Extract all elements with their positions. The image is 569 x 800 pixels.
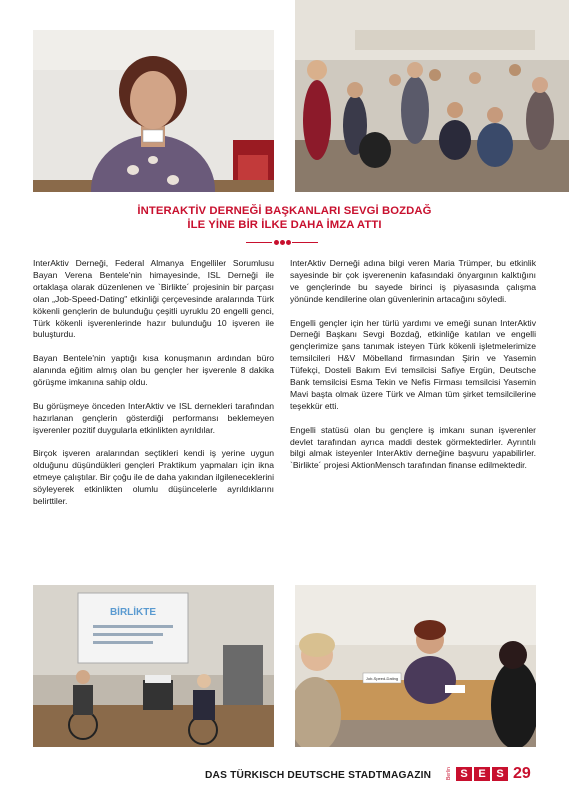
meeting-table-icon: [295, 585, 536, 747]
logo-letter: S: [492, 767, 508, 781]
presentation-birlikte-icon: [33, 585, 274, 747]
paragraph: InterAktiv Derneği adına bilgi veren Maria Trümper, bu etkinlik sayesinde bir çok işverenenin kafasındaki önyargının kalktığını ve gençlerinde bu sayede birinci iş piyasasında çalışma yönünde kendilerine olan güvenlerinin artacağını söyledi.: [290, 258, 536, 304]
portrait-photo: [33, 30, 274, 192]
page-number: 29: [513, 765, 531, 782]
divider-dot: [286, 240, 291, 245]
paragraph: Engelli gençler için her türlü yardımı ve emeği sunan InterAktiv Derneği Başkanı Sevgi Bozdağ, etkinliğe katılan ve engelli gençlerimize şans tanımak isteyen Türk kökenli işletmelerimize temsilcileri H&V Möbelland firmasından Şirin ve Yasemin Tüfekçi, Dosteli Bakım Evi temsilcisi Safiye Ergün, Deutsche Bank temsilcisi Esma Tekin ve Nefis Firması temsilcisi Yasemin Mavi başta olmak üzere Türk ve Alman tüm şirket temsilcilerine teşekkür etti.: [290, 317, 536, 411]
article-column-right: [290, 258, 536, 484]
paragraph: Birçok işveren aralarından seçtikleri kendi iş yerine uygun olduğunu düşündükleri gençleri Praktikum yapmaları için ikna etmeye çalıştılar. Bir çoğu ile de daha yakından ilgileneceklerini söyleyerek etkinlikten olumlu düşüncelerle ayrıldıklarını belirttiler.: [33, 448, 274, 507]
divider-dot: [274, 240, 279, 245]
headline-divider: [246, 238, 318, 248]
projection-title: BİRLİKTE: [109, 607, 157, 618]
divider-line-left: [246, 242, 272, 243]
portrait-woman-icon: [33, 30, 274, 192]
ses-logo: [456, 767, 508, 781]
city-label: Berlin: [446, 767, 452, 780]
paragraph: Bayan Bentele'nin yaptığı kısa konuşmanın ardından büro alanında eğitim almış olan bu gençler her işverenle 8 dakika görüşme imkanına sahip oldu.: [33, 353, 274, 388]
headline-line-1: İNTERAKTİV DERNEĞİ BAŞKANLARI SEVGİ BOZDAĞ: [137, 205, 432, 217]
article-column-left: [33, 258, 274, 520]
presentation-photo: [33, 585, 274, 747]
event-crowd-photo: [295, 0, 569, 192]
paragraph: Engelli statüsü olan bu gençlere iş imkanı sunan işverenler devlet tarafından ayrıca maddi destek görmektedirler. Ayrıntılı bilgi almak isteyenler InterAktiv derneğine başvuru yapabilirler. `Birlikte´ projesi AktionMensch tarafından finanse edilmektedir.: [290, 424, 536, 471]
logo-letter: E: [474, 767, 490, 781]
event-crowd-icon: [295, 0, 569, 192]
meeting-photo: [295, 585, 536, 747]
headline-line-2: İLE YİNE BİR İLKE DAHA İMZA ATTI: [187, 219, 382, 231]
divider-line-right: [292, 242, 318, 243]
logo-letter: S: [456, 767, 472, 781]
magazine-title: DAS TÜRKISCH DEUTSCHE STADTMAGAZIN: [205, 770, 432, 781]
paragraph: InterAktiv Derneği, Federal Almanya Engelliler Sorumlusu Bayan Verena Bentele'nin himayesinde, ISL Derneği ile ortaklaşa olarak düzenlenen ve `Birlikte´ projesinin bir parçası olan „Job-Speed-Dating" etkinliği çerçevesinde aralarında Türk kökenli gençlerin de bulunduğu çeşitli uyruklu 20 engelli genci, Türk kökenli işverenlerinde hazır bulunduğu 10 işveren ile buluşturdu.: [33, 258, 274, 340]
table-name-card: Job-Speed-Dating: [365, 676, 399, 681]
divider-dot: [280, 240, 285, 245]
paragraph: Bu görüşmeye önceden InterAktiv ve ISL dernekleri tarafından hazırlanan gençlerin gösterdiği performansı beklemeyen işverenler pozitif duygularla etkinlikten ayrıldılar.: [33, 400, 274, 435]
